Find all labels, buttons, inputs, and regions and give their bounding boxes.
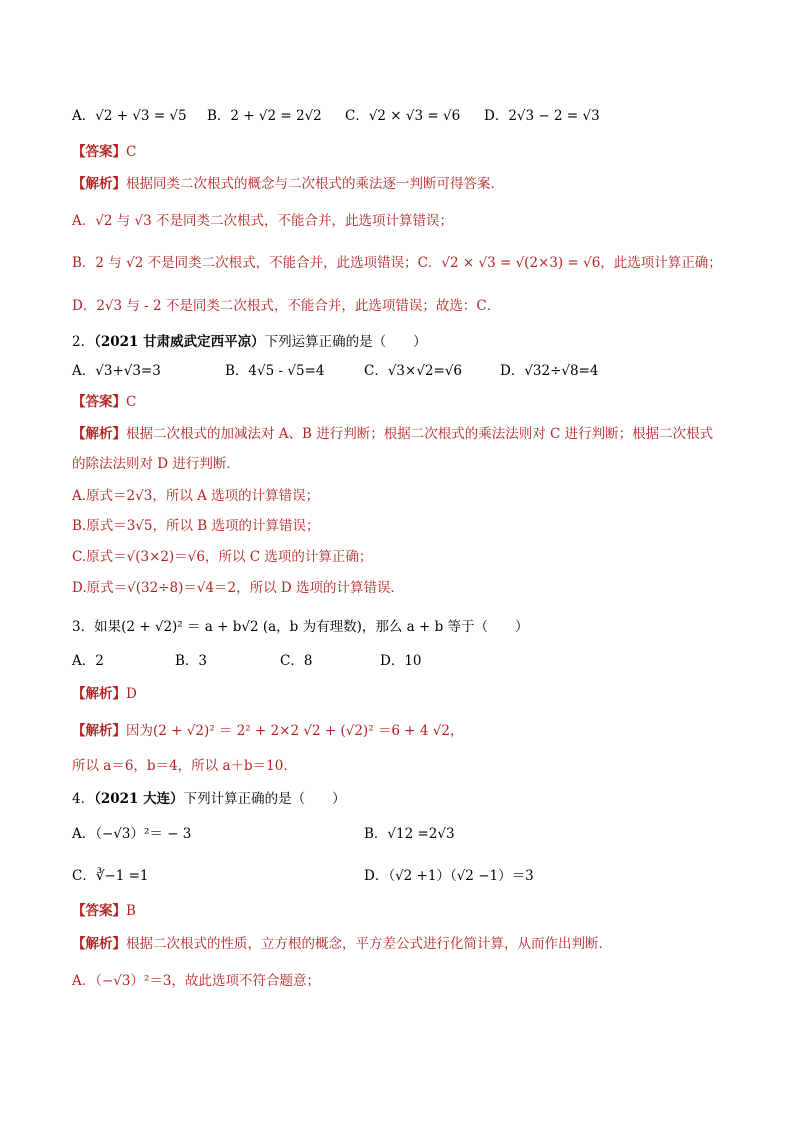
answer-value: C <box>126 144 137 160</box>
q4-number: 4． <box>72 791 95 807</box>
q2-source: （2021 甘肃威武定西平凉） <box>94 334 265 350</box>
q4-analysis-a: A．（−√3）²＝3，故此选项不符合题意； <box>72 973 321 989</box>
q3-stem: 3．如果(2 + √2)² ＝ a + b√2 (a，b 为有理数)，那么 a + b 等于（ ） <box>72 619 529 635</box>
q2-answer-line <box>72 392 136 412</box>
analysis-tag: 【解析】 <box>72 176 126 192</box>
q1-analysis-line <box>72 174 504 194</box>
q3-analysis-line <box>72 721 463 741</box>
q1-option-b: B．2 + √2 = 2√2 <box>207 108 322 124</box>
analysis-tag: 【解析】 <box>72 426 126 442</box>
q3-option-c: C．8 <box>280 653 313 669</box>
q2-option-a: A．√3+√3=3 <box>72 363 161 379</box>
q2-analysis-d: D.原式＝√(32÷8)＝√4＝2，所以 D 选项的计算错误． <box>72 580 405 596</box>
analysis-text: 根据二次根式的加减法对 A、B 进行判断；根据二次根式的乘法法则对 C 进行判断；根据二次根式 <box>126 426 714 442</box>
answer-tag: 【答案】 <box>72 394 126 410</box>
q1-option-a: A．√2 + √3 = √5 <box>72 108 187 124</box>
q4-stem-text: 下列计算正确的是（ ） <box>183 791 346 807</box>
q4-option-c: C．∛−1 =1 <box>72 868 149 884</box>
q1-analysis-b: B．2 与 √2 不是同类二次根式，不能合并，此选项错误；C．√2 × √3 = √(2×3) = √6，此选项计算正确； <box>72 255 722 271</box>
q2-stem-text: 下列运算正确的是（ ） <box>264 334 427 350</box>
q3-option-d: D．10 <box>380 653 422 669</box>
q1-option-c: C．√2 × √3 = √6 <box>345 108 461 124</box>
analysis-text: 因为(2 + √2)² ＝ 2² + 2×2 √2 + (√2)² ＝6 + 4 √2， <box>126 723 464 739</box>
analysis-tag: 【解析】 <box>72 723 126 739</box>
q3-analysis-cont: 所以 a＝6，b＝4，所以 a＋b＝10． <box>72 758 297 774</box>
answer-value: B <box>126 903 136 919</box>
analysis-text: 根据二次根式的性质，立方根的概念，平方差公式进行化简计算，从而作出判断． <box>126 936 612 952</box>
q2-stem <box>72 332 427 352</box>
q2-number: 2． <box>72 334 95 350</box>
q4-option-b: B．√12 =2√3 <box>364 826 455 842</box>
q4-analysis-line <box>72 934 612 954</box>
q2-option-c: C．√3×√2=√6 <box>364 363 463 379</box>
q3-option-b: B．3 <box>175 653 208 669</box>
q2-analysis-b: B.原式＝3√5，所以 B 选项的计算错误； <box>72 518 320 534</box>
q1-analysis-d: D．2√3 与 - 2 不是同类二次根式，不能合并，此选项错误；故选：C． <box>72 298 501 314</box>
q2-analysis-cont: 的除法法则对 D 进行判断． <box>72 456 240 472</box>
answer-tag: 【答案】 <box>72 144 126 160</box>
q1-analysis-a: A．√2 与 √3 不是同类二次根式，不能合并，此选项计算错误； <box>72 213 454 229</box>
q4-option-a: A．（−√3）²＝ − 3 <box>72 826 192 842</box>
q2-option-d: D．√32÷√8=4 <box>500 363 599 379</box>
answer-tag: 【解析】 <box>72 686 126 702</box>
q3-answer-line <box>72 684 137 704</box>
q2-analysis-a: A.原式＝2√3，所以 A 选项的计算错误； <box>72 488 320 504</box>
q4-source: （2021 大连） <box>94 791 184 807</box>
q4-answer-line <box>72 901 136 921</box>
q4-stem <box>72 789 346 809</box>
q2-analysis-c: C.原式＝√(3×2)＝√6，所以 C 选项的计算正确； <box>72 549 373 565</box>
analysis-text: 根据同类二次根式的概念与二次根式的乘法逐一判断可得答案． <box>126 176 504 192</box>
analysis-tag: 【解析】 <box>72 936 126 952</box>
q4-option-d: D．（√2 +1）（√2 −1）＝3 <box>364 868 534 884</box>
q1-option-d: D．2√3 − 2 = √3 <box>484 108 600 124</box>
q2-analysis-line <box>72 424 713 444</box>
q3-option-a: A．2 <box>72 653 104 669</box>
q1-answer-line <box>72 142 136 162</box>
answer-value: D <box>126 686 137 702</box>
q2-option-b: B．4√5 - √5=4 <box>225 363 325 379</box>
answer-value: C <box>126 394 137 410</box>
answer-tag: 【答案】 <box>72 903 126 919</box>
